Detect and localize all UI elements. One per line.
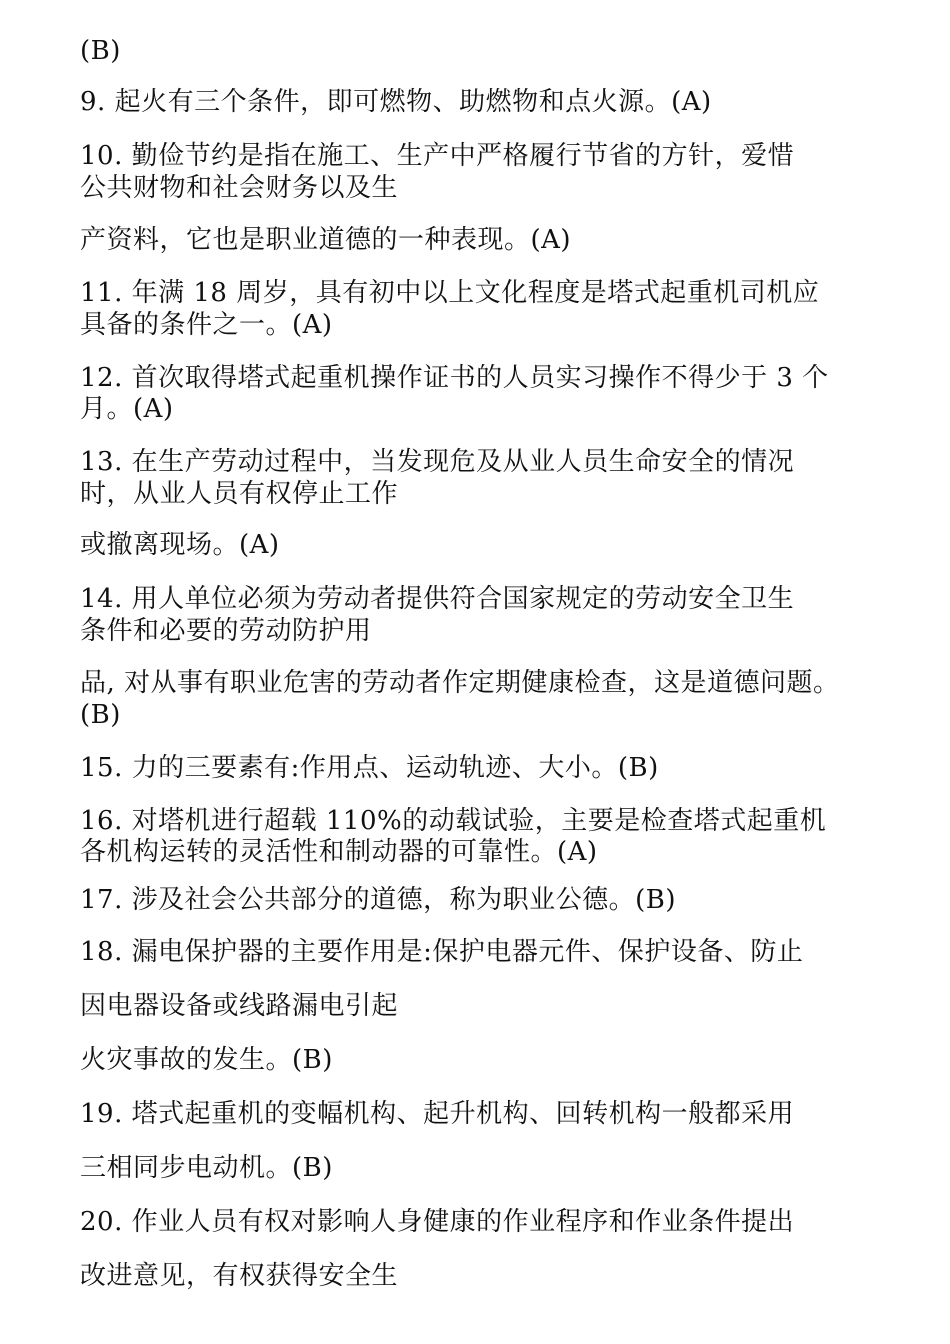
text-line: 各机构运转的灵活性和制动器的可靠性。(A): [80, 837, 598, 867]
text-line: (B): [80, 700, 121, 730]
text-line: 三相同步电动机。(B): [80, 1153, 333, 1183]
text-line: 13. 在生产劳动过程中，当发现危及从业人员生命安全的情况: [80, 447, 795, 477]
text-line: 19. 塔式起重机的变幅机构、起升机构、回转机构一般都采用: [80, 1099, 795, 1129]
text-line: 11. 年满 18 周岁，具有初中以上文化程度是塔式起重机司机应: [80, 278, 820, 308]
text-line: 公共财物和社会财务以及生: [80, 173, 399, 203]
text-line: 14. 用人单位必须为劳动者提供符合国家规定的劳动安全卫生: [80, 584, 795, 614]
text-line: 12. 首次取得塔式起重机操作证书的人员实习操作不得少于 3 个: [80, 363, 829, 393]
text-line: 15. 力的三要素有:作用点、运动轨迹、大小。(B): [80, 753, 659, 783]
text-line: 产资料，它也是职业道德的一种表现。(A): [80, 225, 572, 255]
text-line: 改进意见，有权获得安全生: [80, 1261, 399, 1291]
text-line: 或撤离现场。(A): [80, 530, 280, 560]
text-line: (B): [80, 36, 121, 66]
text-line: 火灾事故的发生。(B): [80, 1045, 333, 1075]
text-line: 因电器设备或线路漏电引起: [80, 991, 399, 1021]
text-line: 9. 起火有三个条件，即可燃物、助燃物和点火源。(A): [80, 87, 712, 117]
text-line: 17. 涉及社会公共部分的道德，称为职业公德。(B): [80, 885, 677, 915]
text-line: 16. 对塔机进行超载 110%的动载试验，主要是检查塔式起重机: [80, 806, 827, 836]
text-line: 具备的条件之一。(A): [80, 310, 333, 340]
text-line: 月。(A): [80, 394, 174, 424]
text-line: 条件和必要的劳动防护用: [80, 616, 372, 646]
text-line: 10. 勤俭节约是指在施工、生产中严格履行节省的方针，爱惜: [80, 141, 795, 171]
text-line: 品, 对从事有职业危害的劳动者作定期健康检查，这是道德问题。: [80, 668, 840, 698]
text-line: 18. 漏电保护器的主要作用是:保护电器元件、保护设备、防止: [80, 937, 804, 967]
text-line: 时，从业人员有权停止工作: [80, 479, 399, 509]
text-line: 20. 作业人员有权对影响人身健康的作业程序和作业条件提出: [80, 1207, 795, 1237]
